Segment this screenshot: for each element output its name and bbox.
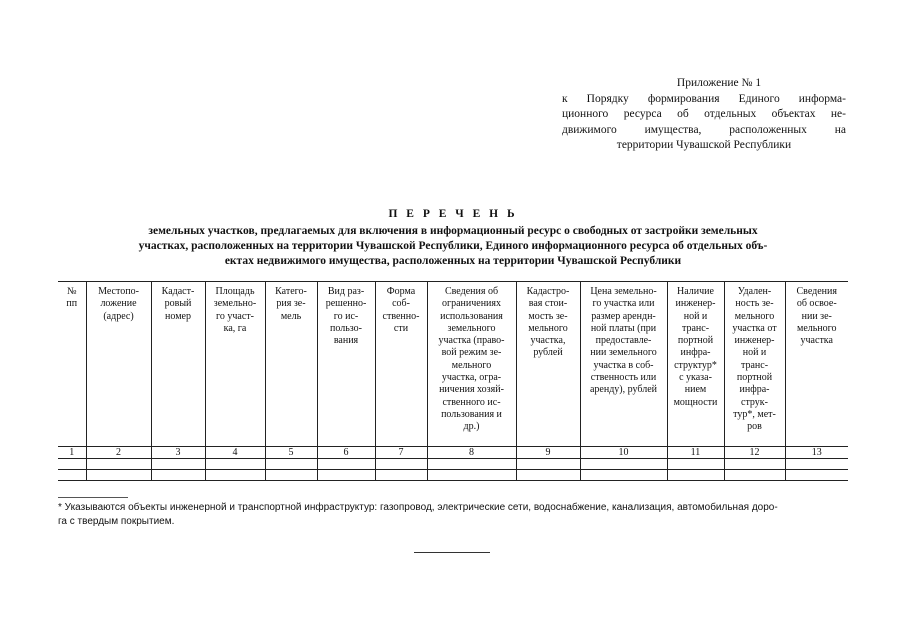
table-header-cell: Местопо- ложение (адрес) xyxy=(86,282,151,447)
heading-line: земельных участков, предлагаемых для включения в информационный ресурс о свободных от застройки земельных xyxy=(148,225,758,237)
table-cell xyxy=(58,459,86,470)
document-heading xyxy=(58,207,848,269)
table-cell xyxy=(667,459,724,470)
table-header-cell: Форма соб- ственно- сти xyxy=(375,282,427,447)
column-number: 9 xyxy=(516,447,580,459)
appendix-line: к Порядку формирования Единого информа- xyxy=(562,92,846,105)
column-number: 7 xyxy=(375,447,427,459)
column-number: 3 xyxy=(151,447,205,459)
table-cell xyxy=(317,459,375,470)
table-cell xyxy=(724,459,785,470)
table-cell xyxy=(151,470,205,481)
appendix-line: ционного ресурса об отдельных объектах не- xyxy=(562,108,846,120)
footnote-separator xyxy=(58,497,128,498)
table-header-cell: Сведения об ограничениях использования земельного участка (право- вой режим зе- мельного участка, огра- ничения хозяй- ственного ис- пользования и др.) xyxy=(427,282,516,447)
table-cell xyxy=(265,470,317,481)
table-cell xyxy=(265,459,317,470)
land-plots-table xyxy=(58,281,848,481)
table-cell xyxy=(317,470,375,481)
table-cell xyxy=(427,459,516,470)
table-header-row xyxy=(58,282,848,447)
column-number: 10 xyxy=(580,447,667,459)
table-row xyxy=(58,470,848,481)
table-cell xyxy=(205,459,265,470)
column-number: 2 xyxy=(86,447,151,459)
table-header-cell: Цена земельно- го участка или размер арендн- ной платы (при предоставле- нии земельного участка в соб- ственность или аренду), рублей xyxy=(580,282,667,447)
column-number: 13 xyxy=(785,447,848,459)
document-title: П Е Р Е Ч Е Н Ь xyxy=(388,208,518,220)
appendix-title: Приложение № 1 xyxy=(676,77,762,89)
table-header-cell: Кадаст- ровый номер xyxy=(151,282,205,447)
table-row xyxy=(58,459,848,470)
heading-line: участках, расположенных на территории Чувашской Республики, Единого информационного ресурса об отдельных объ- xyxy=(138,240,768,252)
table-cell xyxy=(375,470,427,481)
table-header-cell: Наличие инженер- ной и транс- портной инфра- структур* с указа- нием мощности xyxy=(667,282,724,447)
table-cell xyxy=(86,459,151,470)
column-number: 11 xyxy=(667,447,724,459)
table-header-cell: Катего- рия зе- мель xyxy=(265,282,317,447)
table-header-cell: Площадь земельно- го участ- ка, га xyxy=(205,282,265,447)
footnote: * Указываются объекты инженерной и транспортной инфраструктур: газопровод, электрические сети, водоснабжение, канализация, автомобильная доро- га с твердым покрытием. xyxy=(58,502,778,527)
table-cell xyxy=(86,470,151,481)
end-separator xyxy=(414,552,490,553)
table-cell xyxy=(785,470,848,481)
table-header-cell: Сведения об освое- нии зе- мельного участка xyxy=(785,282,848,447)
heading-line: ектах недвижимого имущества, расположенных на территории Чувашской Республики xyxy=(224,255,682,267)
column-number: 1 xyxy=(58,447,86,459)
table-header-cell: № пп xyxy=(58,282,86,447)
column-number: 4 xyxy=(205,447,265,459)
table-cell xyxy=(785,459,848,470)
column-number-row xyxy=(58,447,848,459)
table-cell xyxy=(516,470,580,481)
table-cell xyxy=(516,459,580,470)
table-cell xyxy=(580,459,667,470)
table-header-cell: Кадастро- вая стои- мость зе- мельного участка, рублей xyxy=(516,282,580,447)
table-cell xyxy=(58,470,86,481)
column-number: 8 xyxy=(427,447,516,459)
table-cell xyxy=(375,459,427,470)
table-cell xyxy=(580,470,667,481)
table-header-cell: Вид раз- решенно- го ис- пользо- вания xyxy=(317,282,375,447)
table-cell xyxy=(667,470,724,481)
table-cell xyxy=(151,459,205,470)
table-header-cell: Удален- ность зе- мельного участка от инженер- ной и транс- портной инфра- струк- тур*, мет- ров xyxy=(724,282,785,447)
table-cell xyxy=(205,470,265,481)
column-number: 5 xyxy=(265,447,317,459)
table-cell xyxy=(427,470,516,481)
appendix-block xyxy=(562,76,846,154)
column-number: 6 xyxy=(317,447,375,459)
column-number: 12 xyxy=(724,447,785,459)
table-cell xyxy=(724,470,785,481)
appendix-line: территории Чувашской Республики xyxy=(616,139,792,151)
appendix-line: движимого имущества, расположенных на xyxy=(562,123,846,136)
